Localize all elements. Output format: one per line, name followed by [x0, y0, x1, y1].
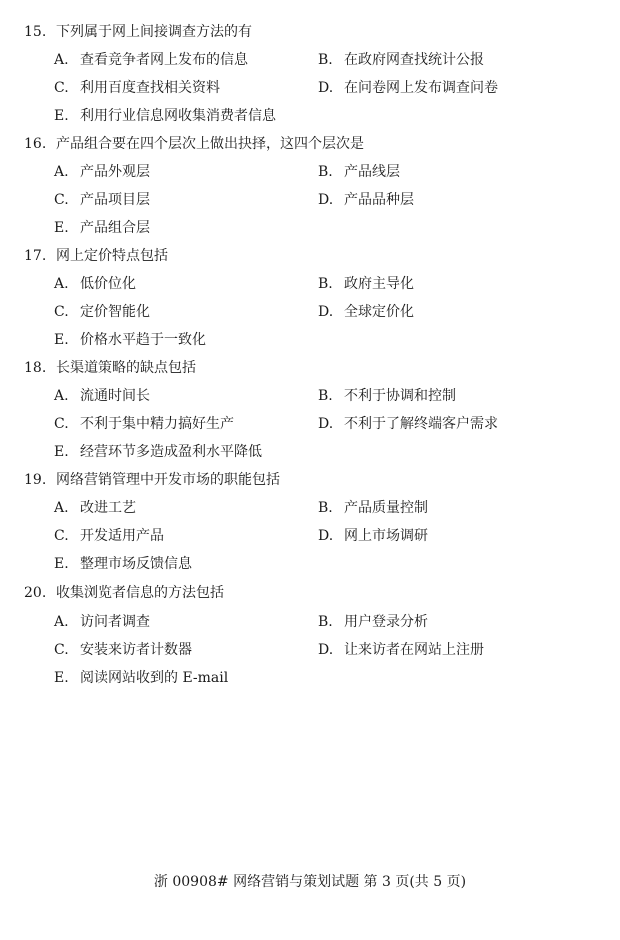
option-19-d: [318, 526, 428, 546]
question-number: 15.: [24, 24, 47, 40]
option-letter: C.: [54, 80, 69, 96]
option-text: 在政府网查找统计公报: [344, 52, 484, 68]
option-letter: A.: [54, 614, 69, 630]
question-16: [24, 134, 364, 154]
option-text: 改进工艺: [80, 500, 136, 516]
option-letter: D.: [318, 642, 334, 658]
option-text: 不利于集中精力搞好生产: [80, 416, 234, 432]
option-text: 产品项目层: [80, 192, 150, 208]
option-letter: D.: [318, 304, 334, 320]
option-text: 产品品种层: [344, 192, 414, 208]
question-stem: 网络营销管理中开发市场的职能包括: [56, 472, 280, 488]
option-letter: C.: [54, 192, 69, 208]
option-20-a: [54, 612, 150, 632]
option-20-c: [54, 640, 192, 660]
option-text: 访问者调查: [80, 614, 150, 630]
option-letter: B.: [318, 164, 333, 180]
option-text: 让来访者在网站上注册: [344, 642, 484, 658]
question-number: 20.: [24, 585, 47, 601]
option-text: 产品外观层: [80, 164, 150, 180]
option-18-e: [54, 442, 262, 462]
option-text: 利用行业信息网收集消费者信息: [80, 108, 276, 124]
option-text: 整理市场反馈信息: [80, 556, 192, 572]
question-number: 19.: [24, 472, 47, 488]
option-letter: A.: [54, 500, 69, 516]
option-18-b: [318, 386, 456, 406]
option-letter: E.: [54, 670, 69, 686]
option-letter: A.: [54, 388, 69, 404]
question-18: [24, 358, 196, 378]
option-letter: D.: [318, 416, 334, 432]
option-text: 开发适用产品: [80, 528, 164, 544]
option-letter: C.: [54, 416, 69, 432]
option-letter: A.: [54, 52, 69, 68]
option-text: 阅读网站收到的 E-mail: [80, 670, 229, 686]
option-text: 网上市场调研: [344, 528, 428, 544]
option-letter: B.: [318, 276, 333, 292]
option-text: 价格水平趋于一致化: [80, 332, 206, 348]
option-16-c: [54, 190, 150, 210]
option-letter: E.: [54, 332, 69, 348]
option-15-c: [54, 78, 220, 98]
option-text: 产品质量控制: [344, 500, 428, 516]
option-letter: A.: [54, 276, 69, 292]
option-text: 全球定价化: [344, 304, 414, 320]
option-text: 低价位化: [80, 276, 136, 292]
option-text: 政府主导化: [344, 276, 414, 292]
option-17-c: [54, 302, 150, 322]
option-text: 不利于了解终端客户需求: [344, 416, 498, 432]
option-15-a: [54, 50, 248, 70]
option-16-b: [318, 162, 400, 182]
question-stem: 下列属于网上间接调查方法的有: [56, 24, 252, 40]
option-20-e: [54, 668, 228, 688]
question-number: 17.: [24, 248, 47, 264]
question-stem: 长渠道策略的缺点包括: [56, 360, 196, 376]
option-19-e: [54, 554, 192, 574]
option-17-b: [318, 274, 414, 294]
option-letter: C.: [54, 528, 69, 544]
option-letter: B.: [318, 500, 333, 516]
option-text: 定价智能化: [80, 304, 150, 320]
option-letter: D.: [318, 528, 334, 544]
option-text: 经营环节多造成盈利水平降低: [80, 444, 262, 460]
option-18-d: [318, 414, 498, 434]
option-text: 产品线层: [344, 164, 400, 180]
option-letter: C.: [54, 304, 69, 320]
option-letter: E.: [54, 444, 69, 460]
option-letter: E.: [54, 108, 69, 124]
option-17-a: [54, 274, 136, 294]
option-letter: E.: [54, 220, 69, 236]
question-15: [24, 22, 252, 42]
option-letter: D.: [318, 80, 334, 96]
option-text: 查看竞争者网上发布的信息: [80, 52, 248, 68]
option-18-c: [54, 414, 234, 434]
question-number: 16.: [24, 136, 47, 152]
question-19: [24, 470, 280, 490]
option-letter: C.: [54, 642, 69, 658]
option-19-c: [54, 526, 164, 546]
option-letter: E.: [54, 556, 69, 572]
option-text: 用户登录分析: [344, 614, 428, 630]
option-16-a: [54, 162, 150, 182]
question-20: [24, 583, 224, 603]
option-text: 利用百度查找相关资料: [80, 80, 220, 96]
option-letter: D.: [318, 192, 334, 208]
option-20-d: [318, 640, 484, 660]
question-number: 18.: [24, 360, 47, 376]
option-text: 安装来访者计数器: [80, 642, 192, 658]
option-16-d: [318, 190, 414, 210]
option-letter: B.: [318, 52, 333, 68]
option-15-e: [54, 106, 276, 126]
option-18-a: [54, 386, 150, 406]
option-15-d: [318, 78, 498, 98]
option-17-d: [318, 302, 414, 322]
option-20-b: [318, 612, 428, 632]
option-16-e: [54, 218, 150, 238]
option-17-e: [54, 330, 206, 350]
option-letter: A.: [54, 164, 69, 180]
option-text: 流通时间长: [80, 388, 150, 404]
option-19-b: [318, 498, 428, 518]
option-15-b: [318, 50, 484, 70]
option-text: 在问卷网上发布调查问卷: [344, 80, 498, 96]
page-footer: 浙 00908# 网络营销与策划试题 第 3 页(共 5 页): [153, 874, 467, 890]
option-letter: B.: [318, 388, 333, 404]
question-17: [24, 246, 168, 266]
option-text: 产品组合层: [80, 220, 150, 236]
question-stem: 产品组合要在四个层次上做出抉择，这四个层次是: [56, 136, 364, 152]
option-text: 不利于协调和控制: [344, 388, 456, 404]
option-letter: B.: [318, 614, 333, 630]
question-stem: 网上定价特点包括: [56, 248, 168, 264]
question-stem: 收集浏览者信息的方法包括: [56, 585, 224, 601]
option-19-a: [54, 498, 136, 518]
